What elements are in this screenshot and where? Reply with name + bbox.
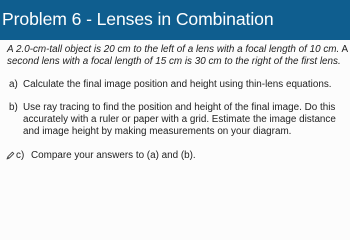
intro-line-1 — [7, 44, 348, 56]
part-b-line-3: and image height by making measurements on your diagram. — [23, 126, 292, 137]
part-b-line-2: accurately with a ruler or paper with a grid. Estimate the image distance — [23, 114, 336, 125]
part-a-text: Calculate the final image position and height using thin-lens equations. — [23, 79, 332, 90]
pencil-icon — [6, 151, 15, 160]
problem-title: Problem 6 - Lenses in Combination — [2, 9, 274, 29]
part-a-label: a) — [9, 79, 18, 90]
part-b-label: b) — [9, 102, 18, 113]
problem-header — [0, 0, 350, 40]
intro-line-1-cut: A — [339, 44, 349, 55]
part-c-text: Compare your answers to (a) and (b). — [31, 150, 196, 161]
part-c-label: c) — [16, 150, 25, 161]
intro-line-1-text: A 2.0-cm-tall object is 20 cm to the left of a lens with a focal length of 10 cm. — [7, 44, 340, 55]
intro-line-2: second lens with a focal length of 15 cm is 30 cm to the right of the first lens. — [7, 56, 341, 67]
part-b-line-1: Use ray tracing to find the position and height of the final image. Do this — [23, 102, 336, 113]
